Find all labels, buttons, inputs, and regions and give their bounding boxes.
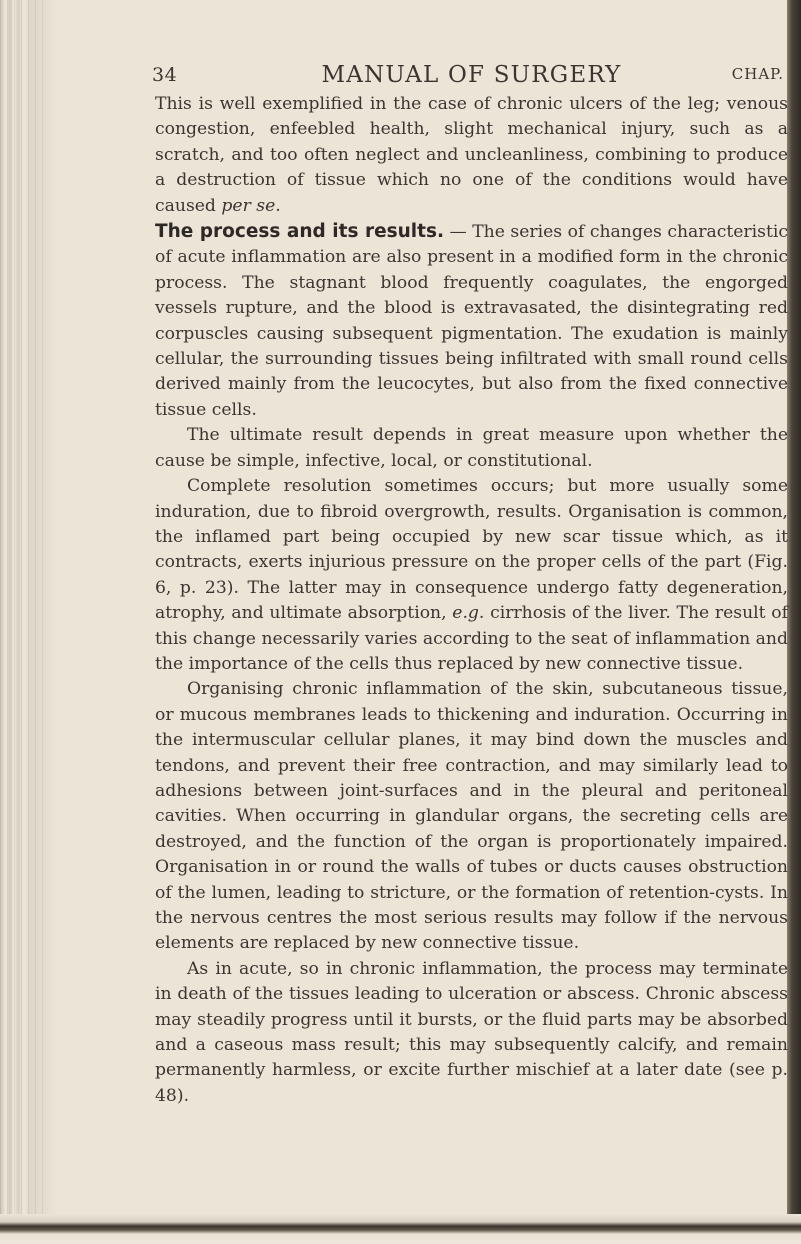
paragraph-4 — [155, 474, 788, 677]
section-heading: The process and its results. — [155, 221, 445, 243]
running-title: MANUAL OF SURGERY — [321, 62, 622, 88]
paragraph-5: Organising chronic inflammation of the skin, subcutaneous tissue, or mucous membranes leads to thickening and induration. Occurring in the intermuscular cellular planes, it may bind down the muscles and tendons, and prevent their free contraction, and may similarly lead to adhesions between joint-surfaces and in the pleural and peritoneal cavities. When occurring in glandular organs, the secreting cells are destroyed, and the function of the organ is proportionately impaired. Organisation in or round the walls of tubes or ducts causes obstruction of the lumen, leading to stricture, or the formation of retention-cysts. In the nervous centres the most serious results may follow if the nervous elements are replaced by new connective tissue. — [155, 679, 788, 954]
paragraph-2-text: — The series of changes characteristic of acute inflammation are also present in a modified form in the chronic process. The stagnant blood frequently coagulates, the engorged vessels rupture, and the blood is extravasated, the disintegrating red corpuscles causing subsequent pigmentation. The exudation is mainly cellular, the surrounding tissues being infiltrated with small round cells derived mainly from the leucocytes, but also from the fixed connective tissue cells. — [155, 222, 788, 420]
paragraph-6: As in acute, so in chronic inflammation, the process may terminate in death of the tissues leading to ulceration or abscess. Chronic abscess may steadily progress until it bursts, or the fluid parts may be absorbed and a caseous mass result; this may subsequently calcify, and remain permanently harmless, or excite further mischief at a later date (see p. 48). — [155, 958, 788, 1106]
paragraph-4-text-before: Complete resolution sometimes occurs; but more usually some induration, due to fibroid overgrowth, results. Organisation is common, the inflamed part being occupied by new scar tissue which, as it contracts, exerts injurious pressure on the proper cells of the part (Fig. 6, p. 23). The latter may in consequence undergo fatty degeneration, atrophy, and ultimate absorption, — [155, 476, 788, 624]
body-text — [155, 92, 788, 1109]
paragraph-1-italic: per se. — [221, 195, 281, 216]
paragraph-3: The ultimate result depends in great measure upon whether the cause be simple, infective, local, or constitutional. — [155, 425, 788, 471]
running-head — [152, 52, 788, 92]
paragraph-2 — [155, 219, 788, 423]
paragraph-1-text: This is well exemplified in the case of chronic ulcers of the leg; venous congestion, enfeebled health, slight mechanical injury, such as a scratch, and too often neglect and uncleanliness, combining to produce a destruction of tissue which no one of the conditions would have caused — [155, 94, 788, 216]
book-page — [152, 52, 788, 1109]
page-right-edge — [787, 0, 801, 1244]
page-number: 34 — [152, 64, 178, 86]
chapter-label: CHAP. — [731, 65, 784, 83]
page-bottom-edge — [0, 1214, 801, 1244]
paragraph-1 — [155, 92, 788, 219]
paragraph-4-italic: e.g. — [452, 603, 485, 624]
paragraph-4-text-after: cirrhosis of the liver. The result of this change necessarily varies according to the seat of inflammation and the importance of the cells thus replaced by new connective tissue. — [155, 603, 788, 674]
book-spine-lines — [0, 0, 48, 1244]
